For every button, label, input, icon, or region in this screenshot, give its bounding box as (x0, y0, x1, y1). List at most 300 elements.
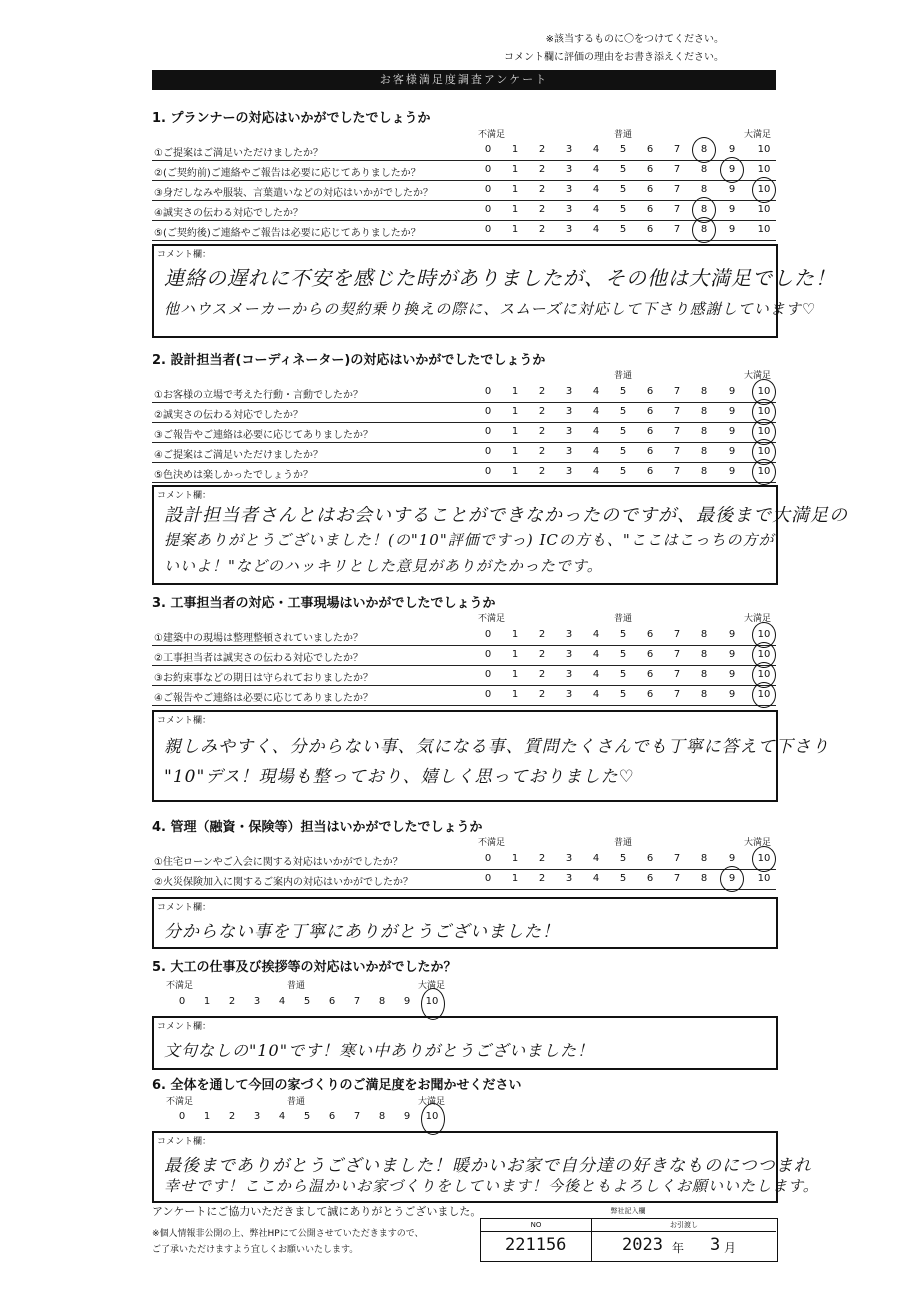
office-month-unit: 月 (724, 1241, 737, 1255)
rating-option[interactable]: 8 (700, 224, 708, 235)
rating-option[interactable]: 5 (619, 164, 627, 175)
comment-line: 最後までありがとうございました！暖かいお家で自分達の好きなものにつつまれ (164, 1156, 812, 1176)
rating-option[interactable]: 4 (592, 466, 600, 477)
comment-line: 分からない事を丁寧にありがとうございました！ (164, 922, 560, 942)
rating-option[interactable]: 3 (565, 649, 573, 660)
rating-option[interactable]: 8 (700, 184, 708, 195)
office-use-label: 弊社記入欄 (610, 1207, 646, 1215)
rating-option[interactable]: 2 (538, 873, 546, 884)
rating-option[interactable]: 9 (728, 406, 736, 417)
comment-label: コメント欄： (157, 1022, 212, 1032)
rating-option[interactable]: 7 (673, 629, 681, 640)
rating-option[interactable]: 2 (538, 669, 546, 680)
section-5-title: 5. 大工の仕事及び挨拶等の対応はいかがでしたか？ (152, 960, 457, 975)
section-2-title: 2. 設計担当者(コーディネーター)の対応はいかがでしたでしょうか (152, 353, 546, 368)
rating-option[interactable]: 0 (178, 996, 186, 1007)
rating-option[interactable]: 7 (673, 446, 681, 457)
rating-option[interactable]: 9 (728, 386, 736, 397)
rating-option[interactable]: 1 (511, 184, 519, 195)
question-text: ⑤色決めは楽しかったでしょうか？ (154, 470, 313, 481)
rating-option[interactable]: 8 (700, 426, 708, 437)
rating-option[interactable]: 2 (538, 224, 546, 235)
rating-option[interactable]: 1 (511, 446, 519, 457)
rating-option[interactable]: 3 (565, 446, 573, 457)
rating-option[interactable]: 2 (538, 164, 546, 175)
question-row (152, 686, 776, 706)
comment-line: 連絡の遅れに不安を感じた時がありましたが、その他は大満足でした！ (164, 266, 836, 290)
selected-rating-circle (720, 866, 744, 892)
rating-option[interactable]: 7 (673, 426, 681, 437)
question-row (152, 181, 776, 201)
rating-option[interactable]: 2 (228, 1111, 236, 1122)
rating-option[interactable]: 1 (511, 853, 519, 864)
rating-option[interactable]: 10 (757, 669, 771, 680)
rating-option[interactable]: 6 (646, 386, 654, 397)
rating-option[interactable]: 6 (646, 164, 654, 175)
rating-option[interactable]: 4 (592, 204, 600, 215)
rating-option[interactable]: 7 (673, 873, 681, 884)
comment-line: "10"デス！現場も整っており、嬉しく思っておりました♡ (164, 767, 635, 787)
rating-option[interactable]: 3 (253, 1111, 261, 1122)
section-6-comment-box (152, 1131, 819, 1203)
rating-option[interactable]: 1 (511, 669, 519, 680)
rating-option[interactable]: 2 (538, 466, 546, 477)
rating-option[interactable]: 1 (511, 689, 519, 700)
rating-option[interactable]: 5 (619, 386, 627, 397)
survey-title: お客様満足度調査アンケート (152, 70, 776, 90)
rating-option[interactable]: 1 (511, 466, 519, 477)
rating-option[interactable]: 5 (619, 629, 627, 640)
rating-option[interactable]: 3 (565, 406, 573, 417)
rating-option[interactable]: 2 (538, 406, 546, 417)
rating-option[interactable]: 2 (538, 144, 546, 155)
rating-option[interactable]: 5 (619, 649, 627, 660)
question-row (152, 870, 776, 890)
rating-option[interactable]: 7 (673, 466, 681, 477)
scale-mid-label: 普通 (614, 614, 633, 624)
rating-option[interactable]: 8 (700, 853, 708, 864)
rating-option[interactable]: 2 (538, 689, 546, 700)
question-text: ⑤(ご契約後)ご連絡やご報告は必要に応じてありましたか？ (154, 228, 421, 239)
rating-option[interactable]: 5 (619, 873, 627, 884)
rating-option[interactable]: 1 (203, 996, 211, 1007)
rating-option[interactable]: 9 (728, 689, 736, 700)
question-row (152, 201, 776, 221)
rating-option[interactable]: 1 (511, 224, 519, 235)
rating-option[interactable]: 4 (592, 144, 600, 155)
rating-option[interactable]: 4 (592, 669, 600, 680)
scale-high-label: 大満足 (418, 1097, 446, 1107)
section-1-comment-box (152, 244, 836, 338)
rating-option[interactable]: 9 (728, 669, 736, 680)
rating-option[interactable]: 10 (757, 629, 771, 640)
question-row (152, 646, 776, 666)
rating-option[interactable]: 7 (673, 649, 681, 660)
rating-option[interactable]: 10 (757, 853, 771, 864)
rating-option[interactable]: 7 (673, 386, 681, 397)
rating-option[interactable]: 8 (700, 406, 708, 417)
rating-option[interactable]: 7 (673, 853, 681, 864)
rating-option[interactable]: 7 (673, 689, 681, 700)
rating-option[interactable]: 7 (673, 164, 681, 175)
rating-option[interactable]: 3 (565, 386, 573, 397)
rating-option[interactable]: 5 (619, 144, 627, 155)
rating-option[interactable]: 9 (728, 466, 736, 477)
question-row (152, 666, 776, 686)
rating-option[interactable]: 3 (565, 466, 573, 477)
question-row (152, 221, 776, 241)
question-text: ②(ご契約前)ご連絡やご報告は必要に応じてありましたか？ (154, 168, 421, 179)
scale-high-label: 大満足 (744, 130, 772, 140)
comment-line: いいよ！"などのハッキリとした意見がありがたかったです。 (164, 557, 603, 575)
rating-option[interactable]: 7 (673, 184, 681, 195)
rating-option[interactable]: 0 (484, 426, 492, 437)
rating-option[interactable]: 9 (728, 629, 736, 640)
section-2-comment-box (152, 485, 848, 585)
comment-label: コメント欄： (157, 250, 212, 260)
rating-option[interactable]: 4 (592, 406, 600, 417)
thanks-message: アンケートにご協力いただきまして誠にありがとうございました。 (152, 1205, 482, 1218)
rating-option[interactable]: 2 (538, 853, 546, 864)
rating-option[interactable]: 9 (728, 853, 736, 864)
comment-line: 幸せです！ここから温かいお家づくりをしています！今後ともよろしくお願いいたします。 (164, 1177, 819, 1195)
rating-option[interactable]: 6 (646, 649, 654, 660)
office-no-cell (481, 1219, 592, 1261)
rating-option[interactable]: 5 (619, 426, 627, 437)
rating-option[interactable]: 1 (511, 386, 519, 397)
section-4-comment-box (152, 897, 778, 949)
scale-high-label: 大満足 (744, 371, 772, 381)
rating-option[interactable]: 2 (538, 426, 546, 437)
rating-option[interactable]: 6 (646, 873, 654, 884)
instruction-note-2: コメント欄に評価の理由をお書き添えください。 (504, 52, 724, 63)
rating-option[interactable]: 10 (757, 446, 771, 457)
office-no-value: 221156 (505, 1235, 567, 1255)
rating-option[interactable]: 10 (757, 204, 771, 215)
question-row (152, 463, 776, 483)
rating-option[interactable]: 8 (700, 466, 708, 477)
rating-option[interactable]: 4 (278, 1111, 286, 1122)
comment-label: コメント欄： (157, 491, 212, 501)
question-text: ④ご提案はご満足いただけましたか？ (154, 450, 323, 461)
rating-option[interactable]: 10 (757, 426, 771, 437)
question-row (152, 423, 776, 443)
rating-option[interactable]: 2 (538, 446, 546, 457)
rating-option[interactable]: 3 (565, 669, 573, 680)
selected-rating-circle (752, 846, 776, 872)
rating-option[interactable]: 0 (484, 204, 492, 215)
question-text: ③お約束事などの期日は守られておりましたか？ (154, 673, 373, 684)
question-text: ③ご報告やご連絡は必要に応じてありましたか？ (154, 430, 373, 441)
rating-option[interactable]: 3 (565, 873, 573, 884)
rating-option[interactable]: 8 (700, 873, 708, 884)
rating-option[interactable]: 10 (757, 406, 771, 417)
privacy-note-1: ※個人情報非公開の上、弊社HPにて公開させていただきますので、 (152, 1229, 424, 1239)
rating-option[interactable]: 10 (757, 224, 771, 235)
comment-line: 設計担当者さんとはお会いすることができなかったのですが、最後まで大満足の (164, 505, 848, 526)
rating-option[interactable]: 5 (619, 689, 627, 700)
rating-option[interactable]: 2 (538, 386, 546, 397)
rating-option[interactable]: 5 (619, 184, 627, 195)
office-year-unit: 年 (672, 1241, 685, 1255)
rating-option[interactable]: 8 (700, 629, 708, 640)
rating-option[interactable]: 9 (403, 996, 411, 1007)
rating-option[interactable]: 1 (511, 204, 519, 215)
scale-low-label: 不満足 (478, 130, 506, 140)
rating-option[interactable]: 9 (728, 204, 736, 215)
rating-option[interactable]: 5 (619, 853, 627, 864)
section-1-title: 1. プランナーの対応はいかがでしたでしょうか (152, 111, 431, 126)
rating-option[interactable]: 7 (673, 406, 681, 417)
scale-mid-label: 普通 (287, 1097, 306, 1107)
scale-low-label: 不満足 (166, 981, 194, 991)
rating-option[interactable]: 1 (203, 1111, 211, 1122)
rating-option[interactable]: 0 (178, 1111, 186, 1122)
rating-option[interactable]: 8 (700, 164, 708, 175)
rating-option[interactable]: 4 (592, 224, 600, 235)
scale-high-label: 大満足 (744, 614, 772, 624)
rating-option[interactable]: 10 (425, 996, 439, 1007)
rating-option[interactable]: 1 (511, 406, 519, 417)
rating-option[interactable]: 0 (484, 406, 492, 417)
rating-option[interactable]: 4 (592, 184, 600, 195)
rating-option[interactable]: 8 (700, 386, 708, 397)
comment-line: 提案ありがとうございました！(の"10"評価ですっ) ICの方も、"ここはこっちの方が (164, 531, 775, 549)
office-year-value: 2023 (622, 1235, 663, 1255)
rating-option[interactable]: 9 (728, 426, 736, 437)
section-5-comment-box (152, 1016, 778, 1070)
rating-option[interactable]: 3 (565, 144, 573, 155)
rating-option[interactable]: 3 (565, 426, 573, 437)
section-3-comment-box (152, 710, 830, 802)
comment-label: コメント欄： (157, 716, 212, 726)
rating-option[interactable]: 4 (278, 996, 286, 1007)
rating-option[interactable]: 3 (565, 204, 573, 215)
rating-option[interactable]: 6 (646, 184, 654, 195)
rating-option[interactable]: 5 (619, 446, 627, 457)
rating-option[interactable]: 7 (353, 996, 361, 1007)
rating-option[interactable]: 7 (673, 144, 681, 155)
section-4-title: 4. 管理（融資・保険等）担当はいかがでしたでしょうか (152, 820, 483, 835)
rating-option[interactable]: 5 (619, 406, 627, 417)
rating-option[interactable]: 6 (646, 689, 654, 700)
question-row (152, 403, 776, 423)
question-row (152, 626, 776, 646)
rating-option[interactable]: 0 (484, 629, 492, 640)
question-text: ④ご報告やご連絡は必要に応じてありましたか？ (154, 693, 373, 704)
rating-option[interactable]: 4 (592, 649, 600, 660)
rating-option[interactable]: 0 (484, 164, 492, 175)
rating-option[interactable]: 2 (538, 649, 546, 660)
rating-option[interactable]: 10 (757, 386, 771, 397)
selected-rating-circle (752, 459, 776, 485)
rating-option[interactable]: 6 (646, 853, 654, 864)
scale-low-label: 不満足 (478, 614, 506, 624)
rating-option[interactable]: 4 (592, 629, 600, 640)
rating-option[interactable]: 6 (646, 224, 654, 235)
rating-option[interactable]: 6 (646, 144, 654, 155)
scale-mid-label: 普通 (614, 130, 633, 140)
rating-option[interactable]: 1 (511, 144, 519, 155)
rating-option[interactable]: 4 (592, 446, 600, 457)
rating-option[interactable]: 2 (538, 629, 546, 640)
question-text: ②火災保険加入に関するご案内の対応はいかがでしたか？ (154, 877, 413, 888)
rating-option[interactable]: 0 (484, 224, 492, 235)
scale-mid-label: 普通 (614, 838, 633, 848)
rating-option[interactable]: 3 (565, 689, 573, 700)
comment-label: コメント欄： (157, 903, 212, 913)
rating-option[interactable]: 4 (592, 426, 600, 437)
office-no-header: NO (481, 1219, 591, 1232)
rating-option[interactable]: 7 (673, 669, 681, 680)
question-text: ②誠実さの伝わる対応でしたか？ (154, 410, 303, 421)
rating-option[interactable]: 9 (728, 873, 736, 884)
rating-option[interactable]: 8 (700, 689, 708, 700)
rating-option[interactable]: 9 (728, 224, 736, 235)
rating-option[interactable]: 6 (646, 669, 654, 680)
selected-rating-circle (752, 177, 776, 203)
rating-option[interactable]: 1 (511, 873, 519, 884)
rating-option[interactable]: 6 (646, 204, 654, 215)
office-use-table (480, 1218, 778, 1262)
rating-option[interactable]: 8 (700, 669, 708, 680)
question-row (152, 443, 776, 463)
rating-option[interactable]: 4 (592, 689, 600, 700)
scale-low-label: 不満足 (166, 1097, 194, 1107)
scale-mid-label: 普通 (287, 981, 306, 991)
rating-option[interactable]: 8 (378, 1111, 386, 1122)
rating-option[interactable]: 5 (619, 204, 627, 215)
question-text: ①ご提案はご満足いただけましたか？ (154, 148, 323, 159)
rating-option[interactable]: 5 (303, 1111, 311, 1122)
rating-option[interactable]: 2 (538, 184, 546, 195)
rating-option[interactable]: 8 (378, 996, 386, 1007)
question-row (152, 141, 776, 161)
rating-option[interactable]: 9 (728, 164, 736, 175)
rating-option[interactable]: 4 (592, 853, 600, 864)
rating-option[interactable]: 3 (253, 996, 261, 1007)
rating-option[interactable]: 4 (592, 873, 600, 884)
rating-option[interactable]: 10 (757, 689, 771, 700)
rating-option[interactable]: 0 (484, 853, 492, 864)
rating-option[interactable]: 10 (757, 466, 771, 477)
privacy-note-2: ご了承いただけますよう宜しくお願いいたします。 (152, 1245, 359, 1255)
rating-option[interactable]: 10 (425, 1111, 439, 1122)
office-date-cell (592, 1219, 776, 1261)
question-text: ④誠実さの伝わる対応でしたか？ (154, 208, 303, 219)
comment-line: 他ハウスメーカーからの契約乗り換えの際に、スムーズに対応して下さり感謝しています♡ (164, 300, 817, 318)
rating-option[interactable]: 9 (728, 144, 736, 155)
instruction-note-1: ※該当するものに〇をつけてください。 (545, 34, 724, 45)
rating-option[interactable]: 7 (673, 204, 681, 215)
rating-option[interactable]: 0 (484, 386, 492, 397)
scale-high-label: 大満足 (418, 981, 446, 991)
rating-option[interactable]: 10 (757, 144, 771, 155)
question-row (152, 383, 776, 403)
rating-option[interactable]: 1 (511, 164, 519, 175)
rating-option[interactable]: 8 (700, 204, 708, 215)
rating-option[interactable]: 7 (673, 224, 681, 235)
question-text: ①建築中の現場は整理整頓されていましたか？ (154, 633, 363, 644)
section-6-title: 6. 全体を通して今回の家づくりのご満足度をお聞かせください (152, 1078, 522, 1093)
comment-line: 親しみやすく、分からない事、気になる事、質問たくさんでも丁寧に答えて下さり (164, 737, 830, 757)
rating-option[interactable]: 0 (484, 184, 492, 195)
comment-label: コメント欄： (157, 1137, 212, 1147)
rating-option[interactable]: 9 (728, 446, 736, 457)
rating-option[interactable]: 1 (511, 629, 519, 640)
scale-low-label: 不満足 (478, 838, 506, 848)
rating-option[interactable]: 10 (757, 184, 771, 195)
selected-rating-circle (692, 217, 716, 243)
rating-option[interactable]: 10 (757, 164, 771, 175)
section-3-title: 3. 工事担当者の対応・工事現場はいかがでしたでしょうか (152, 596, 496, 611)
rating-option[interactable]: 10 (757, 649, 771, 660)
rating-option[interactable]: 5 (619, 669, 627, 680)
rating-option[interactable]: 8 (700, 446, 708, 457)
rating-option[interactable]: 1 (511, 649, 519, 660)
question-text: ①住宅ローンやご入会に関する対応はいかがでしたか？ (154, 857, 403, 868)
rating-option[interactable]: 4 (592, 386, 600, 397)
selected-rating-circle (752, 682, 776, 708)
rating-option[interactable]: 5 (303, 996, 311, 1007)
selected-rating-circle (720, 157, 744, 183)
rating-option[interactable]: 6 (646, 426, 654, 437)
rating-option[interactable]: 5 (619, 466, 627, 477)
rating-option[interactable]: 9 (403, 1111, 411, 1122)
office-month-value: 3 (710, 1235, 721, 1255)
rating-option[interactable]: 2 (538, 204, 546, 215)
rating-option[interactable]: 6 (646, 629, 654, 640)
rating-option[interactable]: 3 (565, 224, 573, 235)
rating-option[interactable]: 9 (728, 649, 736, 660)
rating-option[interactable]: 3 (565, 629, 573, 640)
rating-option[interactable]: 6 (328, 1111, 336, 1122)
rating-option[interactable]: 0 (484, 873, 492, 884)
rating-option[interactable]: 0 (484, 689, 492, 700)
rating-option[interactable]: 2 (228, 996, 236, 1007)
rating-option[interactable]: 0 (484, 446, 492, 457)
comment-line: 文句なしの"10"です！寒い中ありがとうございました！ (164, 1041, 595, 1060)
rating-option[interactable]: 3 (565, 853, 573, 864)
selected-rating-circle (692, 137, 716, 163)
rating-option[interactable]: 10 (757, 873, 771, 884)
rating-option[interactable]: 6 (646, 446, 654, 457)
scale-high-label: 大満足 (744, 838, 772, 848)
rating-option[interactable]: 6 (646, 466, 654, 477)
rating-option[interactable]: 7 (353, 1111, 361, 1122)
rating-option[interactable]: 0 (484, 144, 492, 155)
rating-option[interactable]: 9 (728, 184, 736, 195)
scale-mid-label: 普通 (614, 371, 633, 381)
rating-option[interactable]: 3 (565, 184, 573, 195)
rating-option[interactable]: 0 (484, 466, 492, 477)
question-text: ③身だしなみや服装、言葉遣いなどの対応はいかがでしたか？ (154, 188, 433, 199)
rating-option[interactable]: 1 (511, 426, 519, 437)
rating-option[interactable]: 8 (700, 144, 708, 155)
rating-option[interactable]: 4 (592, 164, 600, 175)
rating-option[interactable]: 0 (484, 649, 492, 660)
rating-option[interactable]: 6 (328, 996, 336, 1007)
rating-option[interactable]: 5 (619, 224, 627, 235)
rating-option[interactable]: 6 (646, 406, 654, 417)
question-row (152, 161, 776, 181)
rating-option[interactable]: 0 (484, 669, 492, 680)
rating-option[interactable]: 3 (565, 164, 573, 175)
rating-option[interactable]: 8 (700, 649, 708, 660)
office-date-header: お引渡し (592, 1219, 776, 1232)
question-text: ①お客様の立場で考えた行動・言動でしたか？ (154, 390, 363, 401)
question-row (152, 850, 776, 870)
